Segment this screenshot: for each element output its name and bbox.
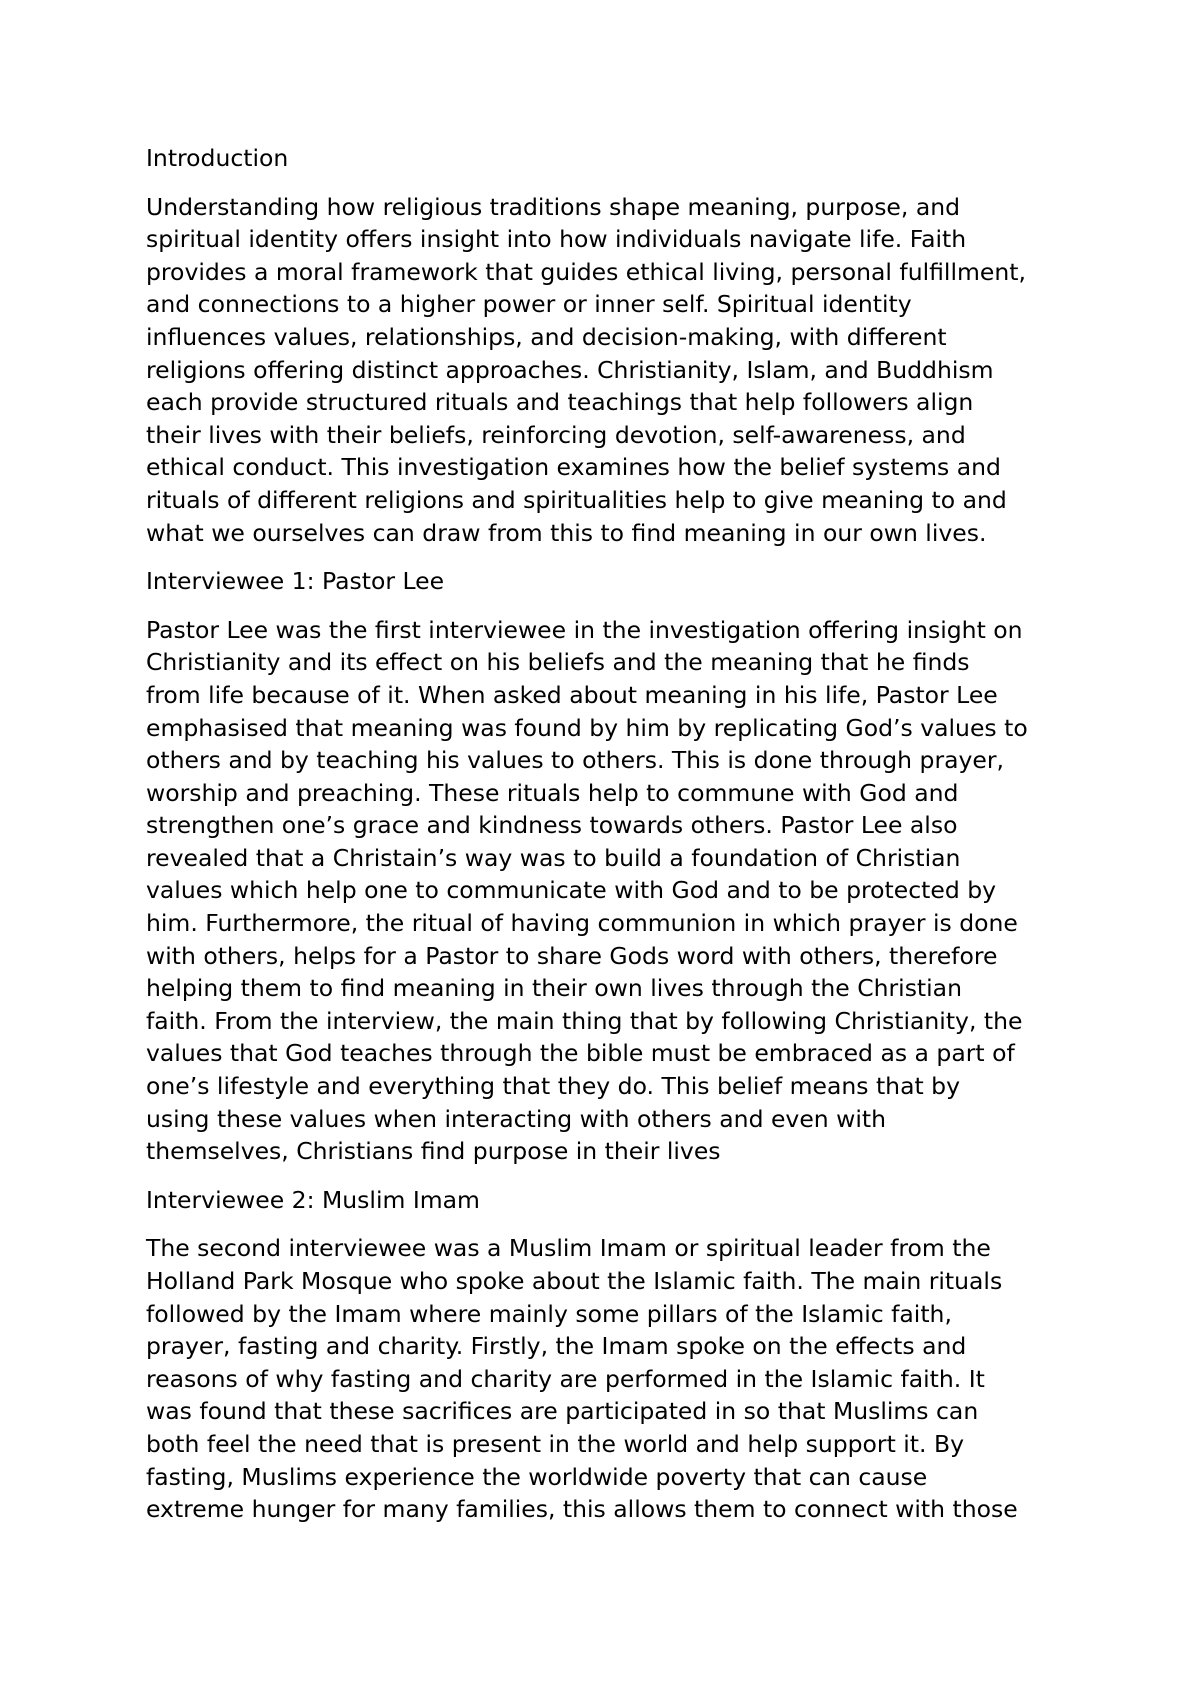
paragraph-line: what we ourselves can draw from this to find meaning in our own lives.: [146, 518, 987, 547]
paragraph-line: each provide structured rituals and teachings that help followers align: [146, 388, 974, 417]
paragraph-line: provides a moral framework that guides ethical living, personal fulfillment,: [146, 257, 1026, 286]
paragraph-line: worship and preaching. These rituals help to commune with God and: [146, 778, 959, 807]
paragraph-line: fasting, Muslims experience the worldwide poverty that can cause: [146, 1462, 928, 1491]
paragraph-line: others and by teaching his values to others. This is done through prayer,: [146, 746, 1005, 775]
paragraph-line: values which help one to communicate with God and to be protected by: [146, 876, 997, 905]
paragraph-line: Holland Park Mosque who spoke about the Islamic faith. The main rituals: [146, 1267, 1003, 1295]
paragraph-line: Christianity and its effect on his beliefs and the meaning that he finds: [146, 648, 970, 677]
paragraph-line: faith. From the interview, the main thing that by following Christianity, the: [146, 1006, 1023, 1035]
paragraph-line: and connections to a higher power or inner self. Spiritual identity: [146, 290, 912, 319]
paragraph-line: ethical conduct. This investigation examines how the belief systems and: [146, 453, 1001, 482]
paragraph-line: The second interviewee was a Muslim Imam or spiritual leader from the: [146, 1234, 991, 1263]
paragraph-line: him. Furthermore, the ritual of having communion in which prayer is done: [146, 909, 1018, 938]
paragraph-line: with others, helps for a Pastor to share Gods word with others, therefore: [146, 941, 998, 970]
paragraph-line: rituals of different religions and spiritualities help to give meaning to and: [146, 485, 1007, 514]
section-heading: Interviewee 1: Pastor Lee: [146, 567, 445, 596]
paragraph-line: reasons of why fasting and charity are performed in the Islamic faith. It: [146, 1364, 985, 1393]
document-body: [146, 142, 1076, 1542]
paragraph-line: their lives with their beliefs, reinforcing devotion, self-awareness, and: [146, 420, 966, 449]
paragraph-line: from life because of it. When asked about meaning in his life, Pastor Lee: [146, 680, 998, 709]
paragraph-line: revealed that a Christain’s way was to build a foundation of Christian: [146, 843, 961, 872]
paragraph-line: prayer, fasting and charity. Firstly, the Imam spoke on the effects and: [146, 1332, 967, 1361]
section-heading: Interviewee 2: Muslim Imam: [146, 1185, 480, 1214]
paragraph-line: followed by the Imam where mainly some pillars of the Islamic faith,: [146, 1299, 952, 1328]
paragraph-line: religions offering distinct approaches. Christianity, Islam, and Buddhism: [146, 355, 994, 384]
section-paragraph: [146, 191, 1076, 550]
paragraph-line: helping them to find meaning in their own lives through the Christian: [146, 974, 962, 1003]
paragraph-line: one’s lifestyle and everything that they do. This belief means that by: [146, 1072, 960, 1101]
paragraph-line: strengthen one’s grace and kindness towards others. Pastor Lee also: [146, 811, 958, 840]
paragraph-line: Pastor Lee was the first interviewee in the investigation offering insight on: [146, 615, 1023, 644]
paragraph-line: themselves, Christians find purpose in their lives: [146, 1137, 721, 1166]
paragraph-line: both feel the need that is present in the world and help support it. By: [146, 1429, 964, 1458]
paragraph-line: values that God teaches through the bible must be embraced as a part of: [146, 1039, 1015, 1068]
paragraph-line: spiritual identity offers insight into how individuals navigate life. Faith: [146, 225, 967, 254]
paragraph-line: using these values when interacting with others and even with: [146, 1104, 886, 1133]
section-paragraph: [146, 1232, 1076, 1525]
section-paragraph: [146, 614, 1076, 1168]
paragraph-line: extreme hunger for many families, this allows them to connect with those: [146, 1495, 1018, 1524]
paragraph-line: emphasised that meaning was found by him by replicating God’s values to: [146, 713, 1028, 742]
paragraph-line: influences values, relationships, and decision-making, with different: [146, 322, 947, 351]
paragraph-line: was found that these sacrifices are participated in so that Muslims can: [146, 1397, 979, 1426]
paragraph-line: Understanding how religious traditions shape meaning, purpose, and: [146, 192, 961, 221]
section-heading: Introduction: [146, 144, 289, 172]
